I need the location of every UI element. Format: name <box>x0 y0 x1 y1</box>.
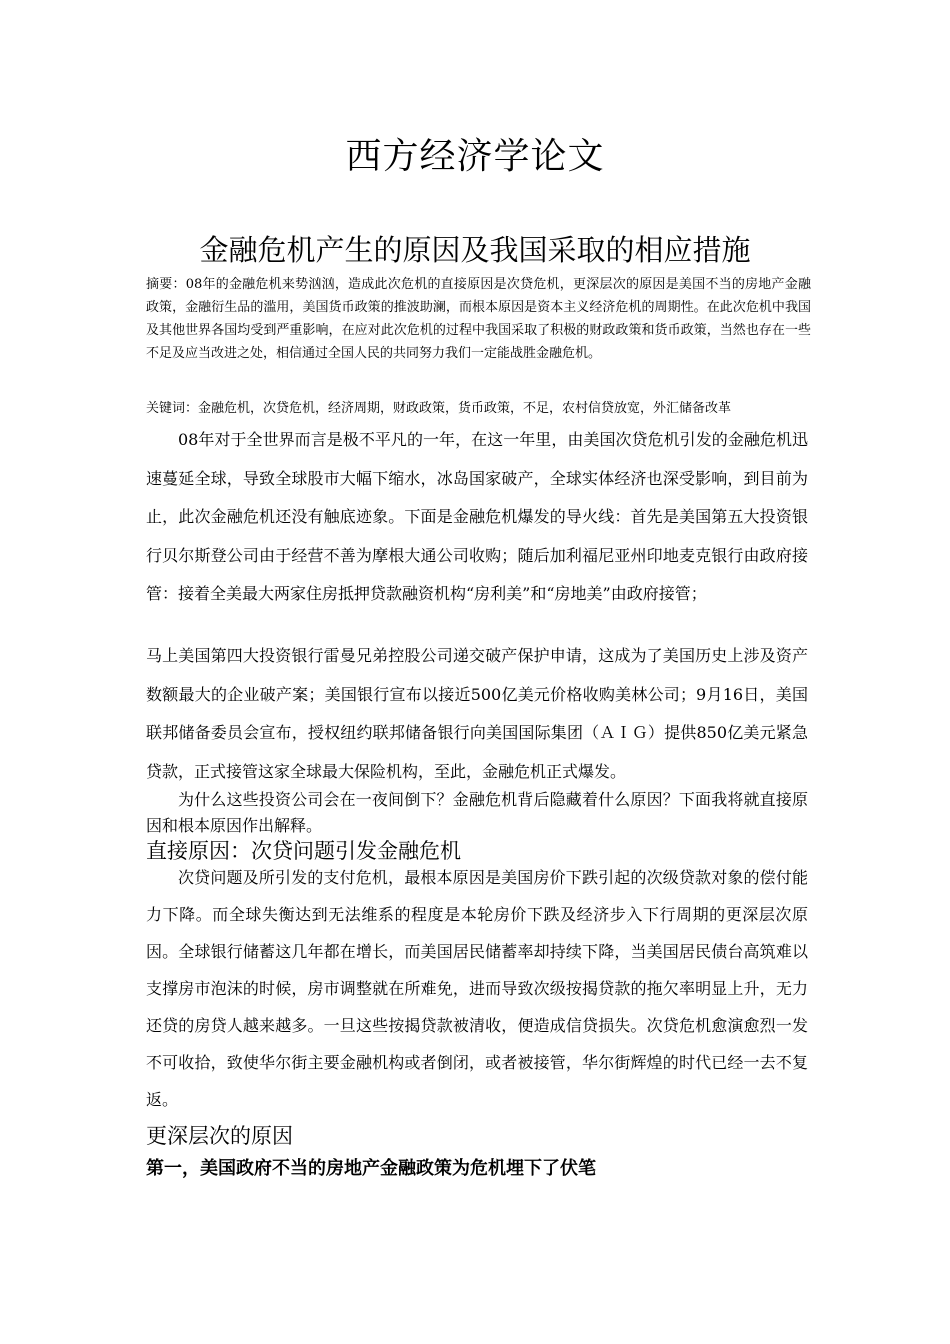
subsection-heading-first: 第一，美国政府不当的房地产金融政策为危机埋下了伏笔 <box>146 1158 596 1179</box>
section-heading-direct-cause: 直接原因：次贷问题引发金融危机 <box>146 839 461 863</box>
body-paragraph-2: 马上美国第四大投资银行雷曼兄弟控股公司递交破产保护申请，这成为了美国历史上涉及资产数额最大的企业破产案；美国银行宣布以接近500亿美元价格收购美林公司；9月16日，美国联邦储备委员会宣布，授权纽约联邦储备银行向美国国际集团（ＡＩＧ）提供850亿美元紧急贷款，正式接管这家全球最大保险机构，至此，金融危机正式爆发。 <box>146 646 808 781</box>
body-paragraph-4: 次贷问题及所引发的支付危机，最根本原因是美国房价下跌引起的次级贷款对象的偿付能力下降。而全球失衡达到无法维系的程度是本轮房价下跌及经济步入下行周期的更深层次原因。全球银行储蓄这几年都在增长，而美国居民储蓄率却持续下降，当美国居民债台高筑难以支撑房市泡沫的时候，房市调整就在所难免，进而导致次级按揭贷款的拖欠率明显上升，无力还贷的房贷人越来越多。一旦这些按揭贷款被清收，便造成信贷损失。次贷危机愈演愈烈一发不可收拾，致使华尔街主要金融机构或者倒闭，或者被接管，华尔街辉煌的时代已经一去不复返。 <box>146 868 808 1109</box>
document-title: 西方经济学论文 <box>345 136 605 177</box>
paper-title: 金融危机产生的原因及我国采取的相应措施 <box>199 233 751 267</box>
section-heading-deeper-cause: 更深层次的原因 <box>146 1124 293 1148</box>
body-paragraph-3: 为什么这些投资公司会在一夜间倒下？金融危机背后隐藏着什么原因？下面我将就直接原因和根本原因作出解释。 <box>146 790 808 835</box>
abstract-paragraph: 摘要：08年的金融危机来势汹汹，造成此次危机的直接原因是次贷危机，更深层次的原因是美国不当的房地产金融政策，金融衍生品的滥用，美国货币政策的推波助澜，而根本原因是资本主义经济危机的周期性。在此次危机中我国及其他世界各国均受到严重影响，在应对此次危机的过程中我国采取了积极的财政政策和货币政策，当然也存在一些不足及应当改进之处，相信通过全国人民的共同努力我们一定能战胜金融危机。 <box>146 277 811 361</box>
body-paragraph-1: 08年对于全世界而言是极不平凡的一年，在这一年里，由美国次贷危机引发的金融危机迅速蔓延全球，导致全球股市大幅下缩水，冰岛国家破产，全球实体经济也深受影响，到目前为止，此次金融危机还没有触底迹象。下面是金融危机爆发的导火线：首先是美国第五大投资银行贝尔斯登公司由于经营不善为摩根大通公司收购；随后加利福尼亚州印地麦克银行由政府接管：接着全美最大两家住房抵押贷款融资机构“房利美”和“房地美”由政府接管； <box>146 430 808 603</box>
keywords-line: 关键词：金融危机，次贷危机，经济周期，财政政策，货币政策，不足，农村信贷放宽，外汇储备改革 <box>146 401 732 416</box>
